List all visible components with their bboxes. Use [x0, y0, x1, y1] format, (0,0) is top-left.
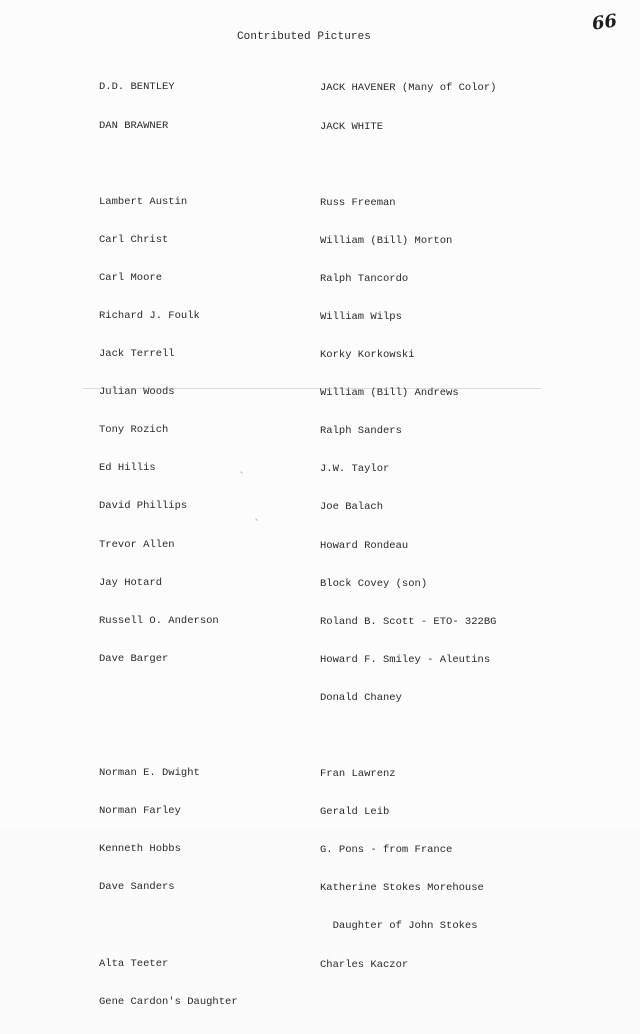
name-line: Katherine Stokes Morehouse [320, 882, 484, 895]
name-line: Carl Christ [99, 233, 169, 246]
name-line: JACK HAVENER (Many of Color) [320, 82, 497, 95]
name-line: Joe Balach [320, 501, 384, 514]
name-line: Trevor Allen [99, 538, 175, 551]
name-line: Charles Kaczor [320, 958, 409, 971]
name-line: Dave Sanders [99, 881, 175, 894]
name-line: William (Bill) Morton [320, 234, 453, 247]
page-title: Contributed Pictures [236, 31, 372, 43]
name-line: Korky Korkowski [320, 349, 415, 362]
name-line: Norman Farley [99, 805, 181, 818]
name-line: Tony Rozich [99, 424, 169, 437]
name-line: JACK WHITE [320, 120, 384, 133]
name-line: Jack Terrell [99, 348, 175, 361]
name-line: Donald Chaney [320, 691, 402, 704]
name-line: Howard Rondeau [320, 539, 409, 552]
name-line: Dave Barger [99, 652, 169, 665]
name-line: Block Covey (son) [320, 577, 428, 590]
name-line: J.W. Taylor [320, 463, 390, 476]
page-number: 66 [590, 10, 619, 35]
name-line: G. Pons - from France [320, 844, 453, 857]
name-line: William Wilps [320, 310, 402, 323]
name-line: Kenneth Hobbs [99, 843, 181, 856]
name-line: Norman E. Dwight [99, 767, 200, 780]
name-line: Carl Moore [99, 271, 163, 284]
name-line: Fran Lawrenz [320, 768, 396, 781]
name-line: Howard F. Smiley - Aleutins [320, 653, 491, 666]
scan-speck [240, 471, 243, 474]
name-line: DAN BRAWNER [99, 119, 169, 132]
name-line: Lambert Austin [99, 195, 188, 208]
name-line: Ed Hillis [99, 462, 156, 475]
name-line: Russ Freeman [320, 196, 396, 209]
name-line: Jay Hotard [99, 576, 163, 589]
name-line: Roland B. Scott - ETO- 322BG [320, 615, 497, 628]
name-line: William (Bill) Andrews [320, 387, 459, 400]
name-line: Ralph Tancordo [320, 272, 409, 285]
name-line: Alta Teeter [99, 957, 169, 970]
scan-speck [255, 518, 258, 521]
name-line: D.D. BENTLEY [99, 81, 175, 94]
right-column [320, 57, 496, 997]
name-line: Julian Woods [99, 386, 175, 399]
name-line: Russell O. Anderson [99, 614, 219, 627]
left-column [99, 56, 238, 1034]
name-line: Daughter of John Stokes [320, 920, 478, 933]
name-line: Ralph Sanders [320, 425, 402, 438]
name-line: Richard J. Foulk [99, 309, 200, 322]
name-line: Gene Cardon's Daughter [99, 995, 238, 1008]
name-line: Gerald Leib [320, 806, 390, 819]
name-line: David Phillips [99, 500, 188, 513]
